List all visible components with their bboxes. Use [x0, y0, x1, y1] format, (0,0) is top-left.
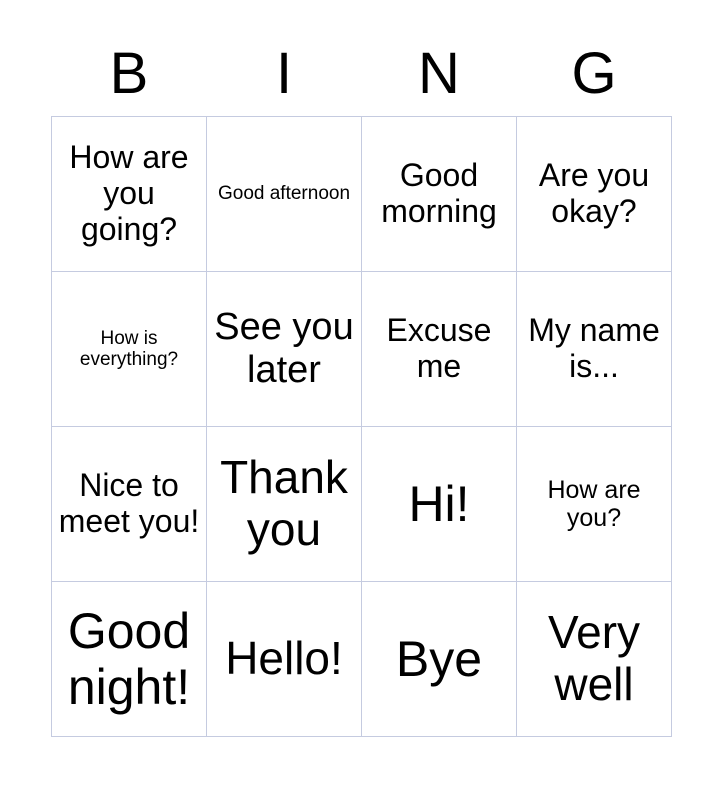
bingo-cell[interactable]	[52, 427, 207, 582]
bingo-cell-label: Excuse me	[386, 312, 492, 384]
bingo-cell-label: Are you okay?	[538, 157, 650, 229]
bingo-cell[interactable]	[52, 117, 207, 272]
bingo-cell[interactable]	[52, 272, 207, 427]
bingo-header-letter-i: I	[275, 41, 293, 106]
bingo-cell-label: How are you going?	[69, 139, 189, 247]
bingo-cell[interactable]	[207, 427, 362, 582]
bingo-cell-label: Nice to meet you!	[58, 467, 200, 539]
bingo-cell-label: Hi!	[408, 476, 470, 532]
bingo-header-letter-b: B	[109, 41, 149, 106]
bingo-cell[interactable]	[207, 117, 362, 272]
bingo-cell[interactable]	[362, 427, 517, 582]
bingo-row	[52, 582, 672, 737]
bingo-cell-label: My name is...	[528, 312, 660, 384]
bingo-cell[interactable]	[517, 272, 672, 427]
bingo-cell[interactable]	[207, 272, 362, 427]
bingo-cell[interactable]	[517, 582, 672, 737]
bingo-cell[interactable]	[362, 117, 517, 272]
bingo-row	[52, 427, 672, 582]
bingo-cell-label: How is everything?	[79, 327, 179, 370]
bingo-cell-label: Good morning	[381, 157, 497, 229]
bingo-cell[interactable]	[207, 582, 362, 737]
bingo-row	[52, 117, 672, 272]
bingo-cell-label: See you later	[214, 306, 354, 391]
bingo-cell[interactable]	[517, 427, 672, 582]
bingo-header-letter-n: N	[418, 41, 460, 106]
bingo-cell-label: Very well	[547, 606, 641, 710]
bingo-row	[52, 272, 672, 427]
bingo-cell-label: Bye	[395, 631, 483, 687]
bingo-cell[interactable]	[362, 582, 517, 737]
bingo-grid	[51, 116, 672, 737]
bingo-cell[interactable]	[362, 272, 517, 427]
bingo-header	[52, 0, 672, 106]
bingo-cell-label: Thank you	[220, 451, 348, 555]
bingo-header-letter-g: G	[571, 41, 617, 106]
bingo-cell-label: Good night!	[67, 603, 191, 715]
bingo-cell-label: Hello!	[225, 632, 343, 685]
bingo-cell[interactable]	[52, 582, 207, 737]
bingo-cell-label: How are you?	[547, 476, 641, 532]
bingo-cell-label: Good afternoon	[217, 183, 351, 205]
bingo-cell[interactable]	[517, 117, 672, 272]
